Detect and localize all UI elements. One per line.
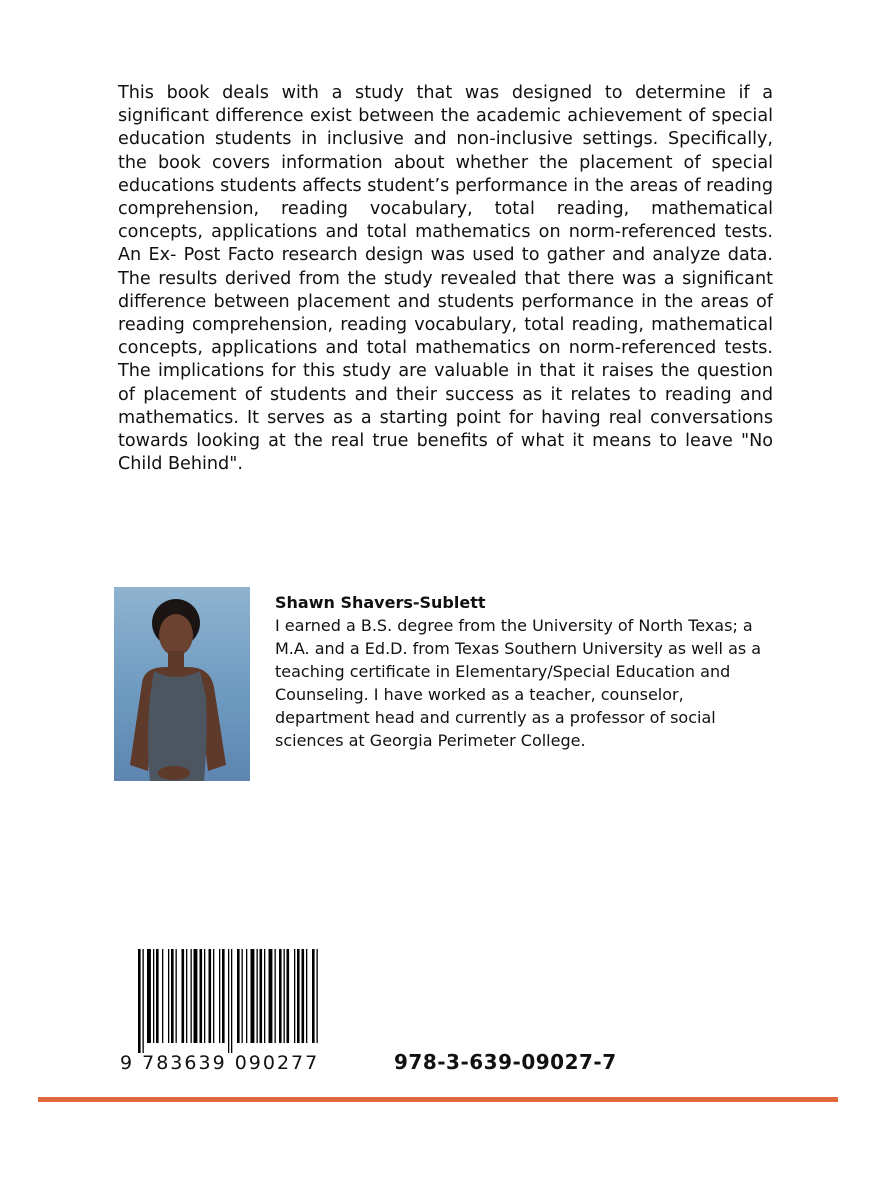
barcode-bar [138, 949, 141, 1053]
barcode-bar [275, 949, 276, 1043]
author-photo [114, 587, 250, 781]
barcode-bar [269, 949, 273, 1043]
barcode-bar [156, 949, 159, 1043]
author-portrait-icon [114, 587, 250, 781]
barcode-bar [143, 949, 144, 1053]
barcode-bar [209, 949, 212, 1043]
barcode-bar [213, 949, 214, 1043]
barcode-bar [317, 949, 318, 1043]
barcode-bar [200, 949, 203, 1043]
barcode-bar [162, 949, 163, 1043]
barcode-bar [231, 949, 232, 1053]
book-description: This book deals with a study that was designed to determine if a significant difference exist between the academic achievement of special education students in inclusive and non-inclusive settings. Specifically, the book covers information about whether the placement of special educations students affects student’s performance in the areas of reading comprehension, reading vocabulary, total reading, mathematical concepts, applications and total mathematics on norm-referenced tests. An Ex- Post Facto research design was used to gather and analyze data. The results derived from the study revealed that there was a significant difference between placement and students performance in the areas of reading comprehension, reading vocabulary, total reading, mathematical concepts, applications and total mathematics on norm-referenced tests. The implications for this study are valuable in that it raises the question of placement of students and their success as it relates to reading and mathematics. It serves as a starting point for having real conversations towards looking at the real true benefits of what it means to leave "No Child Behind". [118, 83, 773, 475]
barcode-bar [284, 949, 285, 1043]
barcode-bar [306, 949, 307, 1043]
barcode-bar [194, 949, 198, 1043]
author-bio: I earned a B.S. degree from the University of North Texas; a M.A. and a Ed.D. from Texas Southern University as well as a teaching certificate in Elementary/Special Education and Counseling. I have worked as a teacher, counselor, department head and currently as a professor of social sciences at Georgia Perimeter College. [275, 616, 762, 750]
barcode-bar [264, 949, 265, 1043]
barcode-bar [182, 949, 185, 1043]
barcode-bar [222, 949, 225, 1043]
isbn-number: 978-3-639-09027-7 [394, 1050, 617, 1074]
barcode-bar [147, 949, 151, 1043]
barcode-bar [176, 949, 177, 1043]
barcode-bar [191, 949, 192, 1043]
accent-rule [38, 1097, 838, 1102]
barcode-bar [251, 949, 255, 1043]
barcode-bar [297, 949, 300, 1043]
barcode-bar [257, 949, 258, 1043]
barcode-bar [302, 949, 305, 1043]
barcode-bar [219, 949, 220, 1043]
barcode-bar [242, 949, 243, 1043]
author-info [275, 592, 775, 752]
barcode-bar [237, 949, 240, 1043]
barcode-icon [120, 949, 360, 1053]
barcode-bar [228, 949, 229, 1053]
barcode-bar [186, 949, 187, 1043]
barcode-bar [153, 949, 154, 1043]
barcode-bar [312, 949, 315, 1043]
barcode-bar [204, 949, 205, 1043]
barcode-bar [246, 949, 247, 1043]
barcode-bar [168, 949, 169, 1043]
barcode-bar [287, 949, 290, 1043]
barcode-digits: 9 783639 090277 [120, 1052, 320, 1074]
barcode-bar [171, 949, 174, 1043]
barcode-bar [260, 949, 263, 1043]
barcode-bar [279, 949, 282, 1043]
author-name: Shawn Shavers-Sublett [275, 593, 486, 612]
barcode-bar [294, 949, 295, 1043]
